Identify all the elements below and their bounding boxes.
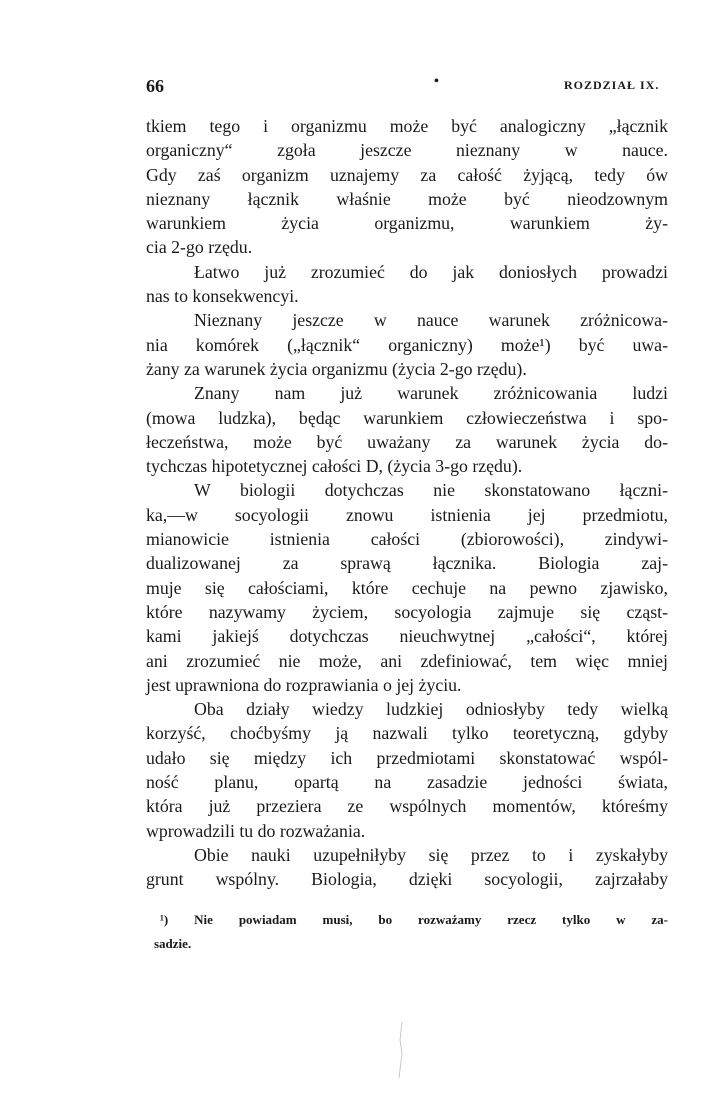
text-line: które nazywamy życiem, socyologia zajmuje się cząst- bbox=[146, 601, 668, 622]
paragraph bbox=[146, 260, 668, 309]
paragraph bbox=[146, 114, 668, 260]
text-line: ka,—w socyologii znowu istnienia jej przedmiotu, bbox=[146, 504, 668, 525]
text-line: łeczeństwa, może być uważany za warunek życia do- bbox=[146, 431, 668, 452]
running-head: ROZDZIAŁ IX. bbox=[564, 78, 660, 92]
text-line: ność planu, opartą na zasadzie jedności świata, bbox=[146, 772, 668, 793]
text-line: dualizowanej za sprawą łącznika. Biologia zaj- bbox=[146, 553, 668, 574]
text-line: Gdy zaś organizm uznajemy za całość żyjącą, tedy ów bbox=[146, 164, 668, 185]
paragraph bbox=[146, 308, 668, 381]
text-line: tkiem tego i organizmu może być analogiczny „łącznik bbox=[146, 116, 668, 136]
text-line: jest uprawniona do rozprawiania o jej życiu. bbox=[146, 674, 462, 695]
footnote-line: sadzie. bbox=[154, 936, 192, 951]
footnote bbox=[154, 908, 668, 956]
text-line: Obie nauki uzupełniłyby się przez to i zyskałyby bbox=[194, 844, 668, 865]
body-text bbox=[146, 114, 668, 892]
paragraph bbox=[146, 697, 668, 843]
text-line: kami jakiejś dotychczas nieuchwytnej „całości“, której bbox=[146, 626, 668, 647]
text-line: W biologii dotychczas nie skonstatowano łączni- bbox=[194, 480, 668, 501]
text-line: organiczny“ zgoła jeszcze nieznany w nauce. bbox=[146, 140, 668, 161]
text-line: korzyść, choćbyśmy ją nazwali tylko teoretyczną, gdyby bbox=[146, 723, 668, 744]
text-line: wprowadzili tu do rozważania. bbox=[146, 820, 366, 841]
text-line: Znany nam już warunek zróżnicowania ludzi bbox=[194, 383, 668, 404]
footnote-line: ¹) Nie powiadam musi, bo rozważamy rzecz tylko w za- bbox=[160, 912, 668, 927]
text-line: mianowicie istnienia całości (zbiorowości), zindywi- bbox=[146, 529, 668, 550]
text-line: nia komórek („łącznik“ organiczny) może¹) być uwa- bbox=[146, 334, 668, 355]
text-line: grunt wspólny. Biologia, dzięki socyologii, zajrzałaby bbox=[146, 869, 668, 890]
text-line: (mowa ludzka), będąc warunkiem człowieczeństwa i spo- bbox=[146, 407, 668, 428]
paper-mark bbox=[396, 1020, 406, 1080]
text-line: muje się całościami, które cechuje na pewno zjawisko, bbox=[146, 577, 668, 598]
text-line: Nieznany jeszcze w nauce warunek zróżnicowa- bbox=[194, 310, 668, 331]
text-line: nas to konsekwencyi. bbox=[146, 286, 299, 307]
header-separator: • bbox=[434, 74, 439, 89]
text-line: która już przeziera ze wspólnych momentów, któreśmy bbox=[146, 796, 668, 817]
text-line: udało się między ich przedmiotami skonstatować wspól- bbox=[146, 747, 668, 768]
paragraph bbox=[146, 478, 668, 697]
text-line: Oba działy wiedzy ludzkiej odniosłyby tedy wielką bbox=[194, 699, 668, 720]
text-line: warunkiem życia organizmu, warunkiem ży- bbox=[146, 213, 668, 234]
text-line: cia 2-go rzędu. bbox=[146, 237, 253, 258]
text-line: ani zrozumieć nie może, ani zdefiniować, tem więc mniej bbox=[146, 650, 668, 671]
text-line: tychczas hipotetycznej całości D, (życia 3-go rzędu). bbox=[146, 456, 523, 477]
text-line: nieznany łącznik właśnie może być nieodzownym bbox=[146, 188, 668, 209]
page-number: 66 bbox=[146, 76, 164, 96]
paragraph bbox=[146, 843, 668, 892]
text-line: żany za warunek życia organizmu (życia 2-go rzędu). bbox=[146, 358, 527, 379]
text-line: Łatwo już zrozumieć do jak doniosłych prowadzi bbox=[194, 261, 668, 282]
paragraph bbox=[146, 381, 668, 478]
